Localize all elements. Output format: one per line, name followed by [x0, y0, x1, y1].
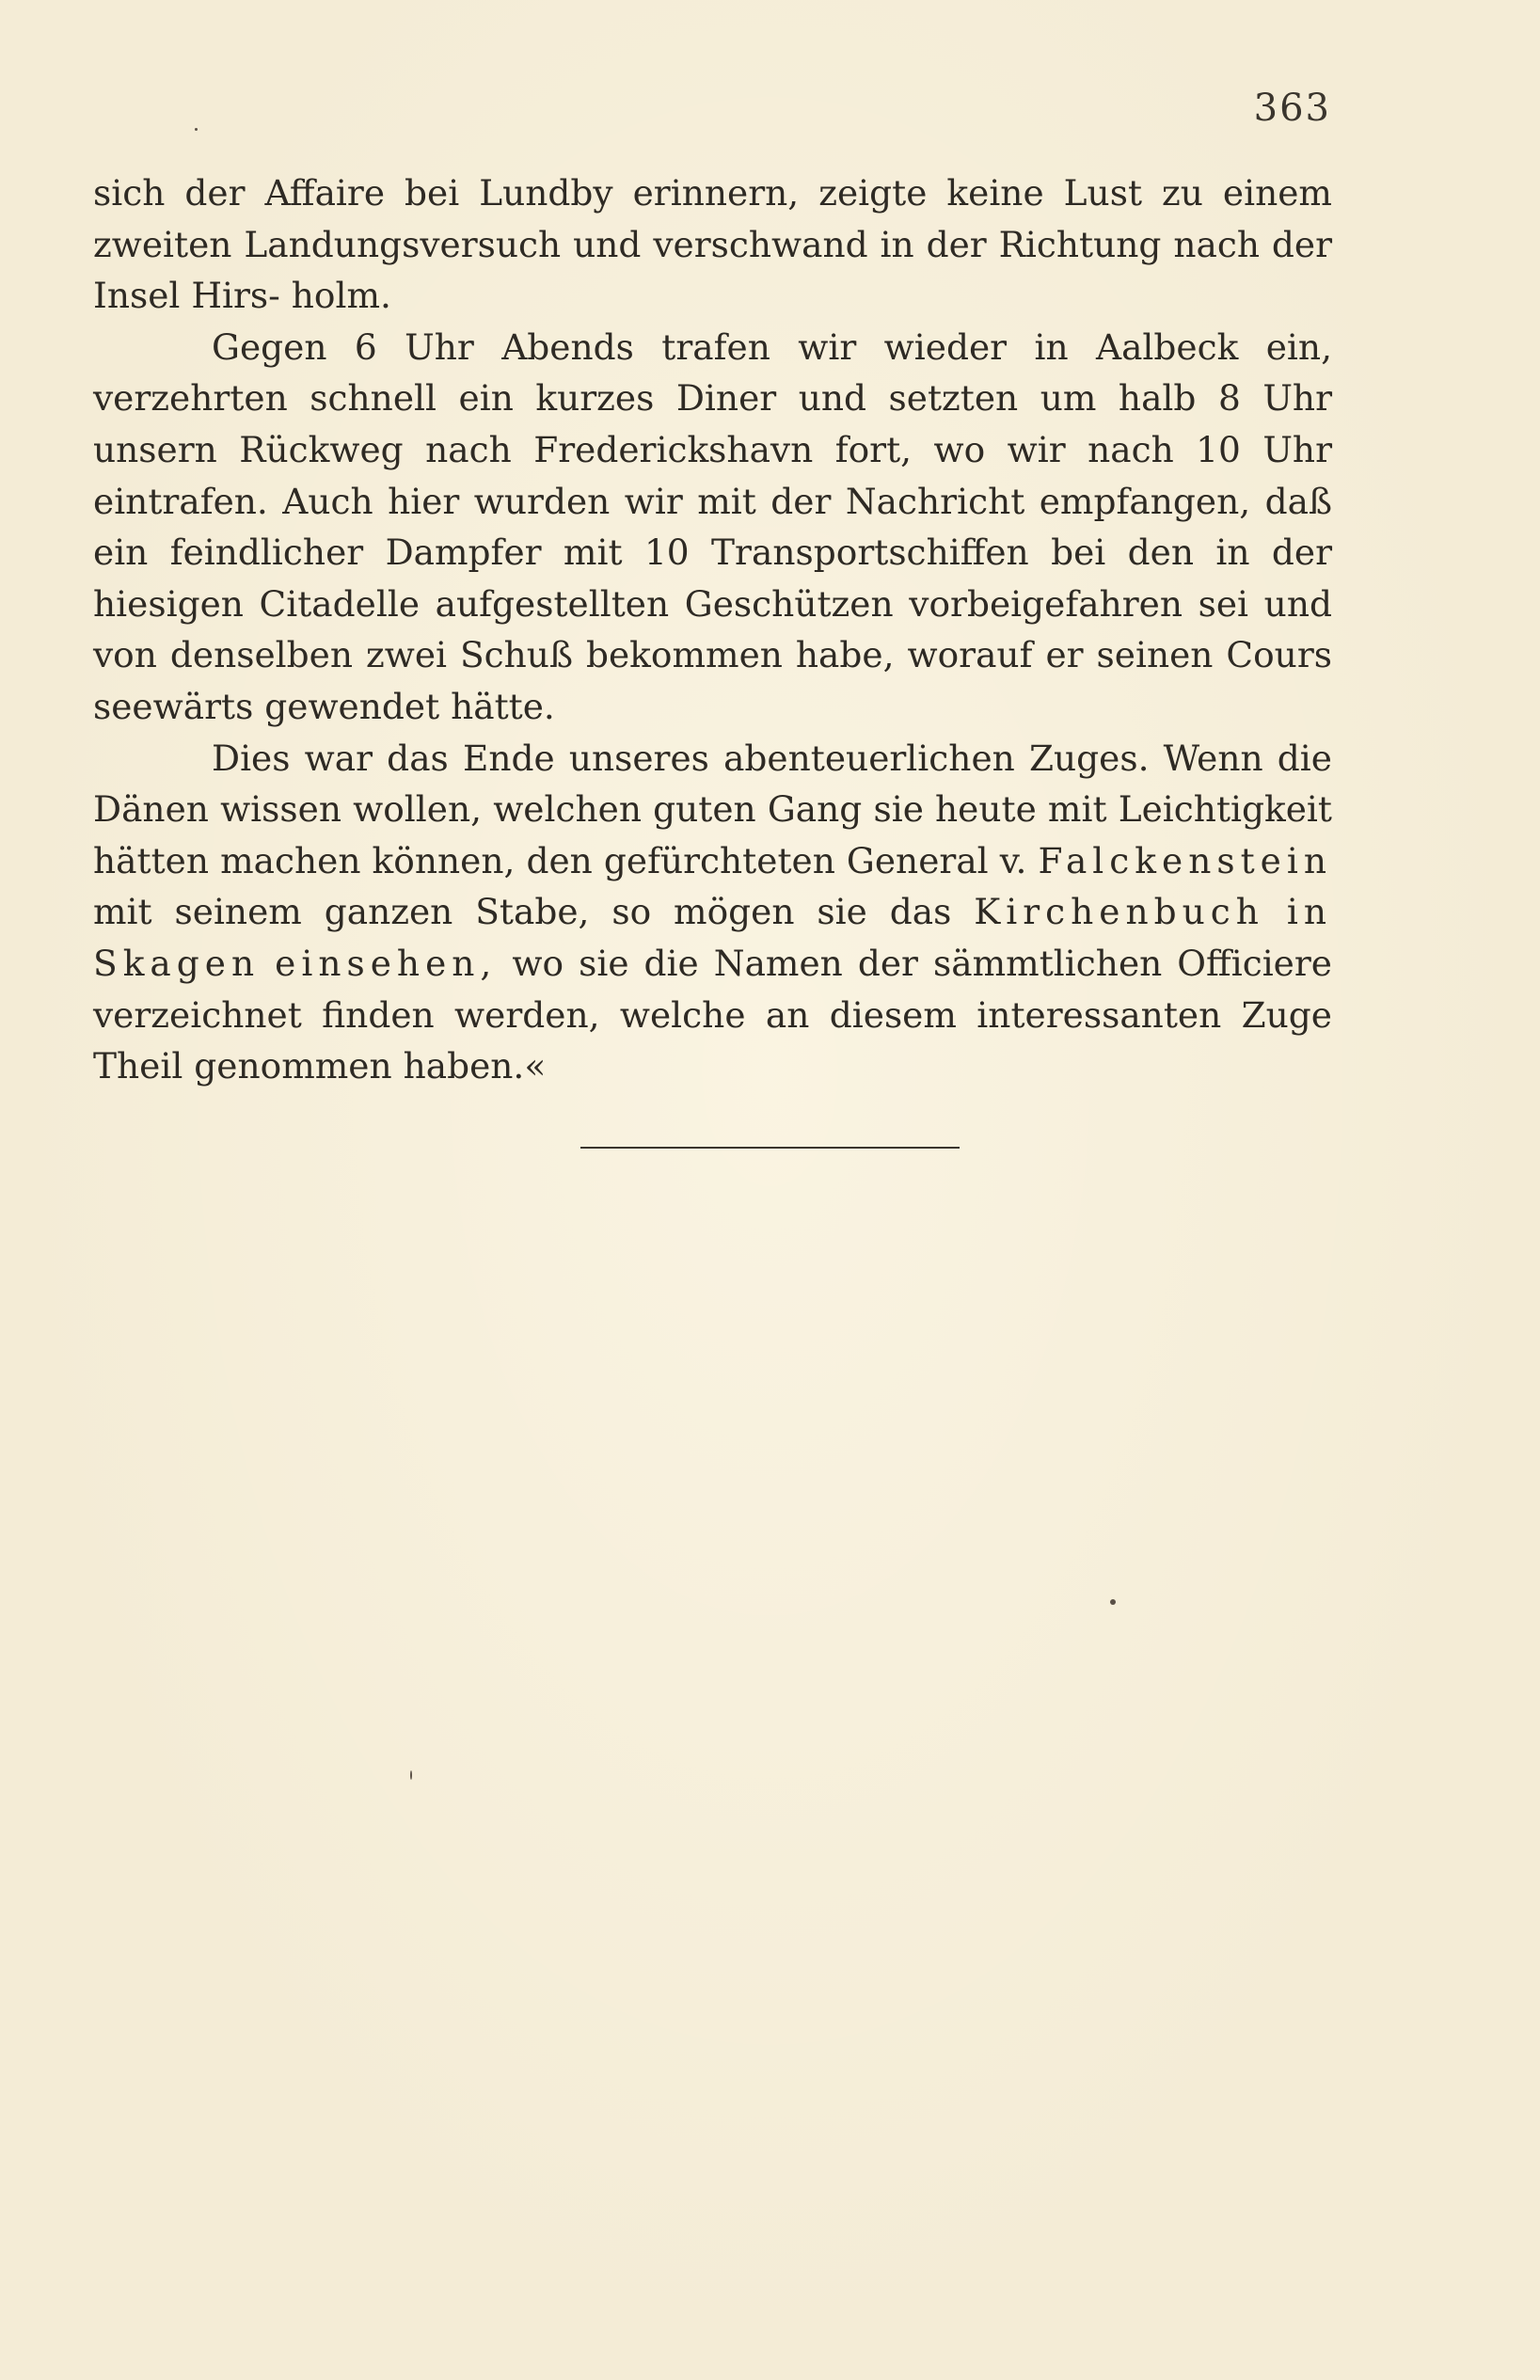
- paragraph-3: [93, 733, 1332, 1092]
- text-fragment: mit seinem ganzen Stabe, so mögen sie das: [93, 891, 952, 933]
- text-line: vorbeigefahren sei und von denselben zwei Schuß bekommen habe, worauf: [93, 582, 1332, 676]
- emphasized-word: Kirchenbuch: [974, 891, 1264, 933]
- person-name: Falckenstein: [1038, 839, 1333, 881]
- text-line: Dies war das Ende unseres abenteuerlichen Zuges. Wenn die: [212, 737, 1332, 779]
- place-name: Skagen: [93, 942, 261, 984]
- text-line: sich der Affaire bei Lundby erinnern, zeigte keine Lust zu einem zweiten: [93, 172, 1332, 265]
- text-line: Landungsversuch und verschwand in der Richtung nach der Insel Hirs-: [93, 223, 1333, 317]
- text-fragment: wo sie die Namen der sämmtlichen Officiere verzeichnet finden werden, welche an diesem interessanten Zuge Theil genommen haben.«: [93, 942, 1332, 1087]
- text-line: wir mit der Nachricht empfangen, daß ein feindlicher Dampfer mit: [93, 480, 1332, 574]
- text-line: schnell ein kurzes Diner und setzten um halb 8 Uhr unsern Rückweg nach: [93, 377, 1332, 470]
- text-line: Dänen wissen wollen, welchen guten Gang sie heute mit Leichtigkeit hätten: [93, 788, 1332, 881]
- text-line: er seinen Cours seewärts gewendet hätte.: [93, 634, 1332, 727]
- text-line: machen können, den gefürchteten General v.: [220, 839, 1027, 881]
- body-text: [93, 167, 1332, 1092]
- paper-speck: [195, 128, 198, 131]
- section-divider: [580, 1147, 960, 1149]
- text-line: 10 Transportschiffen bei den in der hiesigen Citadelle aufgestellten Geschützen: [93, 532, 1333, 625]
- paragraph-1: [93, 167, 1332, 322]
- page-number: 363: [1253, 87, 1331, 130]
- text-fragment: in: [1286, 891, 1333, 933]
- paragraph-2: [93, 322, 1332, 733]
- paper-speck: [410, 1770, 412, 1780]
- text-line: Gegen 6 Uhr Abends trafen wir wieder in Aalbeck ein, verzehrten: [93, 325, 1332, 420]
- text-line: Frederickshavn fort, wo wir nach 10 Uhr eintrafen. Auch hier wurden: [93, 428, 1333, 522]
- paper-speck: [1110, 1599, 1116, 1605]
- emphasized-word: einsehen,: [275, 942, 498, 984]
- text-line: holm.: [291, 275, 391, 317]
